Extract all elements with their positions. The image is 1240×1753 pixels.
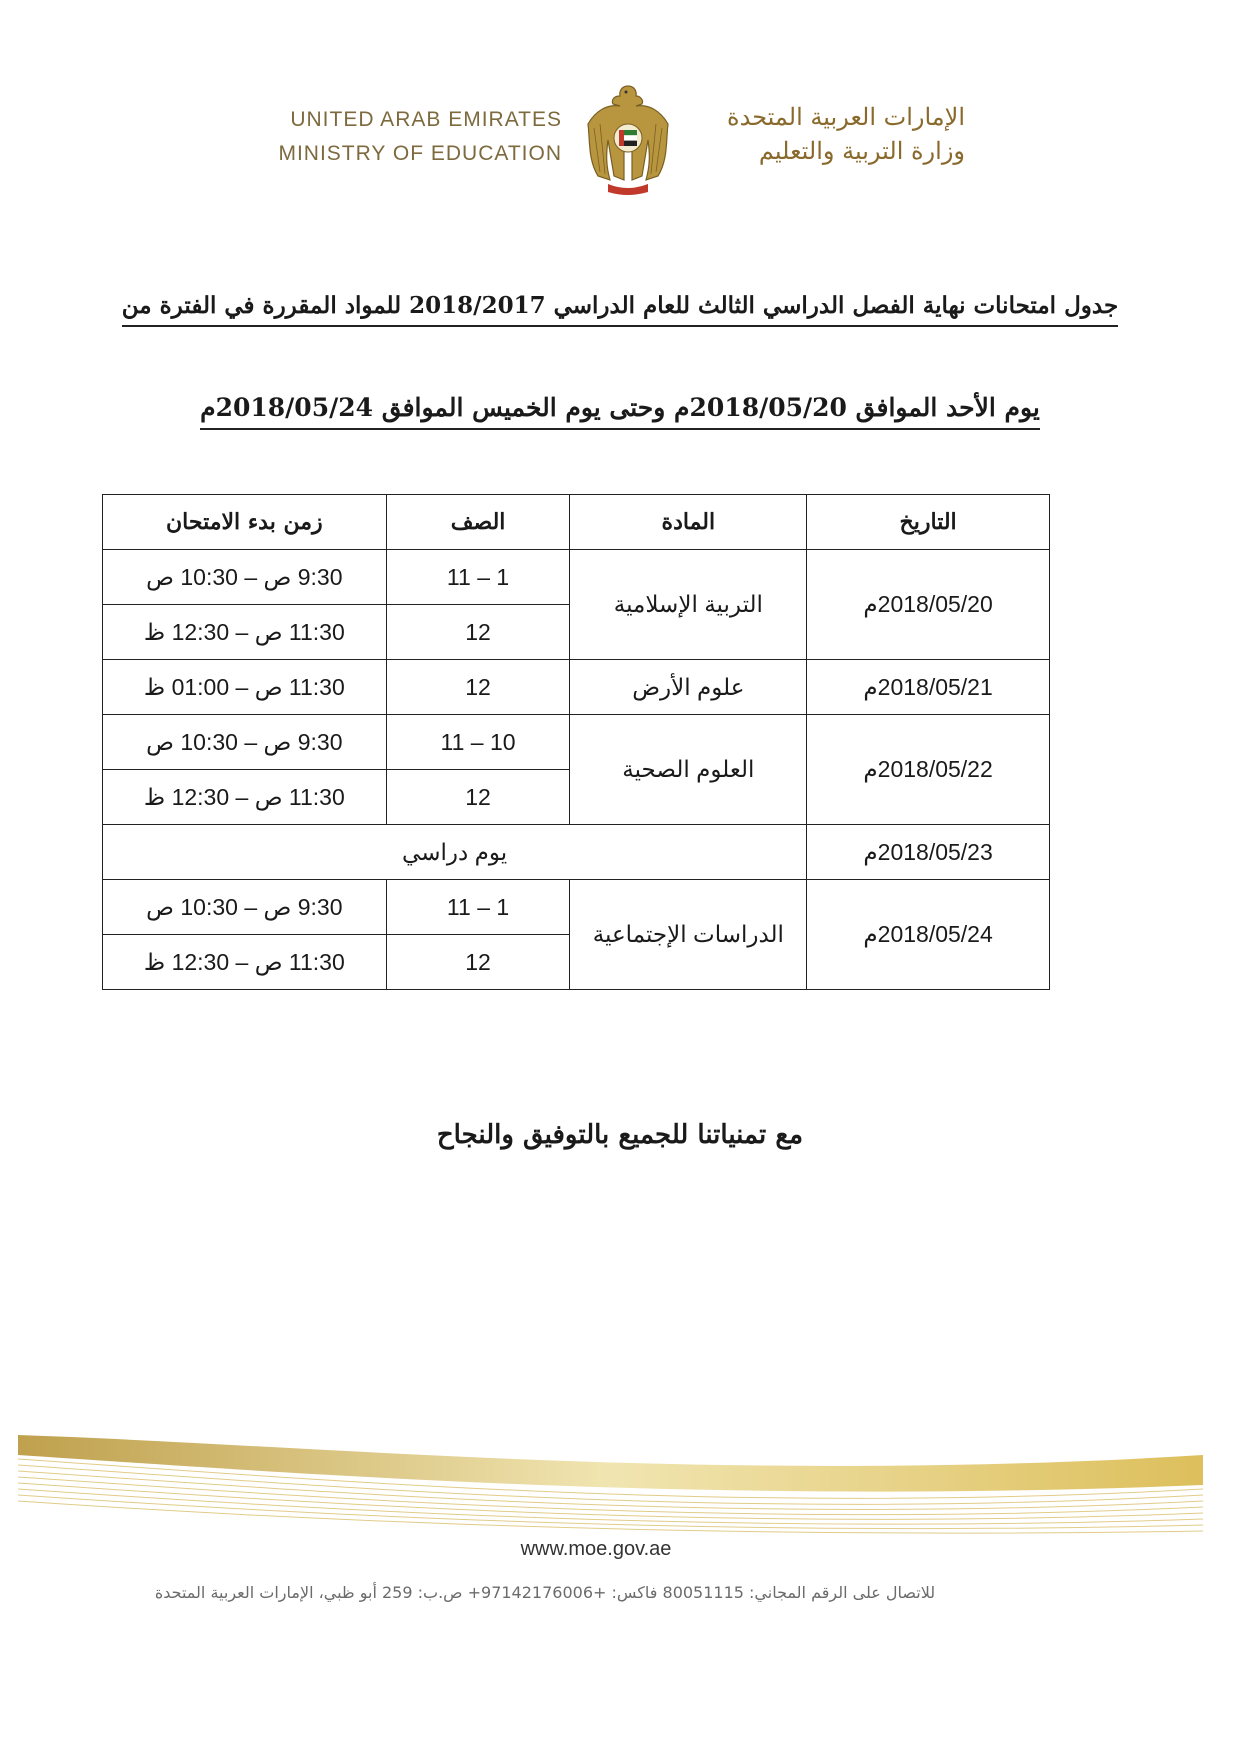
website-url: www.moe.gov.ae [520, 1538, 672, 1560]
time-cell: 11:30 ص – 01:00 ظ [103, 660, 387, 715]
english-country-name: UNITED ARAB EMIRATES [290, 108, 562, 131]
header-subject: المادة [570, 495, 807, 550]
date-cell: 2018/05/22م [807, 715, 1050, 825]
time-cell: 11:30 ص – 12:30 ظ [103, 770, 387, 825]
english-header [250, 103, 562, 171]
table-row [103, 715, 1050, 770]
subject-cell: التربية الإسلامية [570, 550, 807, 660]
arabic-header [690, 100, 965, 168]
arabic-country-name: الإمارات العربية المتحدة [727, 103, 965, 131]
date-cell: 2018/05/23م [807, 825, 1050, 880]
subtitle-wrapper [100, 393, 1140, 430]
closing-message: مع تمنياتنا للجميع بالتوفيق والنجاح [436, 1120, 804, 1150]
grade-cell: 10 – 11 [386, 715, 570, 770]
contact-info: للاتصال على الرقم المجاني: 80051115 فاكس: +97142176006+ ص.ب: 259 أبو ظبي، الإمارات العربية المتحدة [154, 1583, 936, 1602]
table-header-row [103, 495, 1050, 550]
page-subtitle: يوم الأحد الموافق 2018/05/20م وحتى يوم الخميس الموافق 2018/05/24م [200, 393, 1040, 430]
date-cell: 2018/05/21م [807, 660, 1050, 715]
grade-cell: 1 – 11 [386, 880, 570, 935]
table-row [103, 660, 1050, 715]
grade-cell: 12 [386, 660, 570, 715]
exam-schedule-table [102, 494, 1050, 990]
study-day-note: يوم دراسي [103, 825, 807, 880]
grade-cell: 12 [386, 935, 570, 990]
time-cell: 9:30 ص – 10:30 ص [103, 715, 387, 770]
uae-falcon-emblem-icon [578, 80, 678, 200]
subject-cell: العلوم الصحية [570, 715, 807, 825]
time-cell: 9:30 ص – 10:30 ص [103, 550, 387, 605]
title-wrapper [100, 292, 1140, 327]
subject-cell: الدراسات الإجتماعية [570, 880, 807, 990]
grade-cell: 12 [386, 770, 570, 825]
date-cell: 2018/05/20م [807, 550, 1050, 660]
table-row [103, 550, 1050, 605]
date-cell: 2018/05/24م [807, 880, 1050, 990]
header-grade: الصف [386, 495, 570, 550]
page-title: جدول امتحانات نهاية الفصل الدراسي الثالث للعام الدراسي 2018/2017 للمواد المقررة في الفترة من [122, 292, 1118, 327]
grade-cell: 12 [386, 605, 570, 660]
arabic-ministry-name: وزارة التربية والتعليم [758, 137, 965, 165]
time-cell: 9:30 ص – 10:30 ص [103, 880, 387, 935]
table-row [103, 825, 1050, 880]
time-cell: 11:30 ص – 12:30 ظ [103, 935, 387, 990]
footer-swoosh [18, 1425, 1203, 1545]
english-ministry-name: MINISTRY OF EDUCATION [278, 142, 562, 165]
subject-cell: علوم الأرض [570, 660, 807, 715]
header-date: التاريخ [807, 495, 1050, 550]
grade-cell: 1 – 11 [386, 550, 570, 605]
table-row [103, 880, 1050, 935]
time-cell: 11:30 ص – 12:30 ظ [103, 605, 387, 660]
header-time: زمن بدء الامتحان [103, 495, 387, 550]
